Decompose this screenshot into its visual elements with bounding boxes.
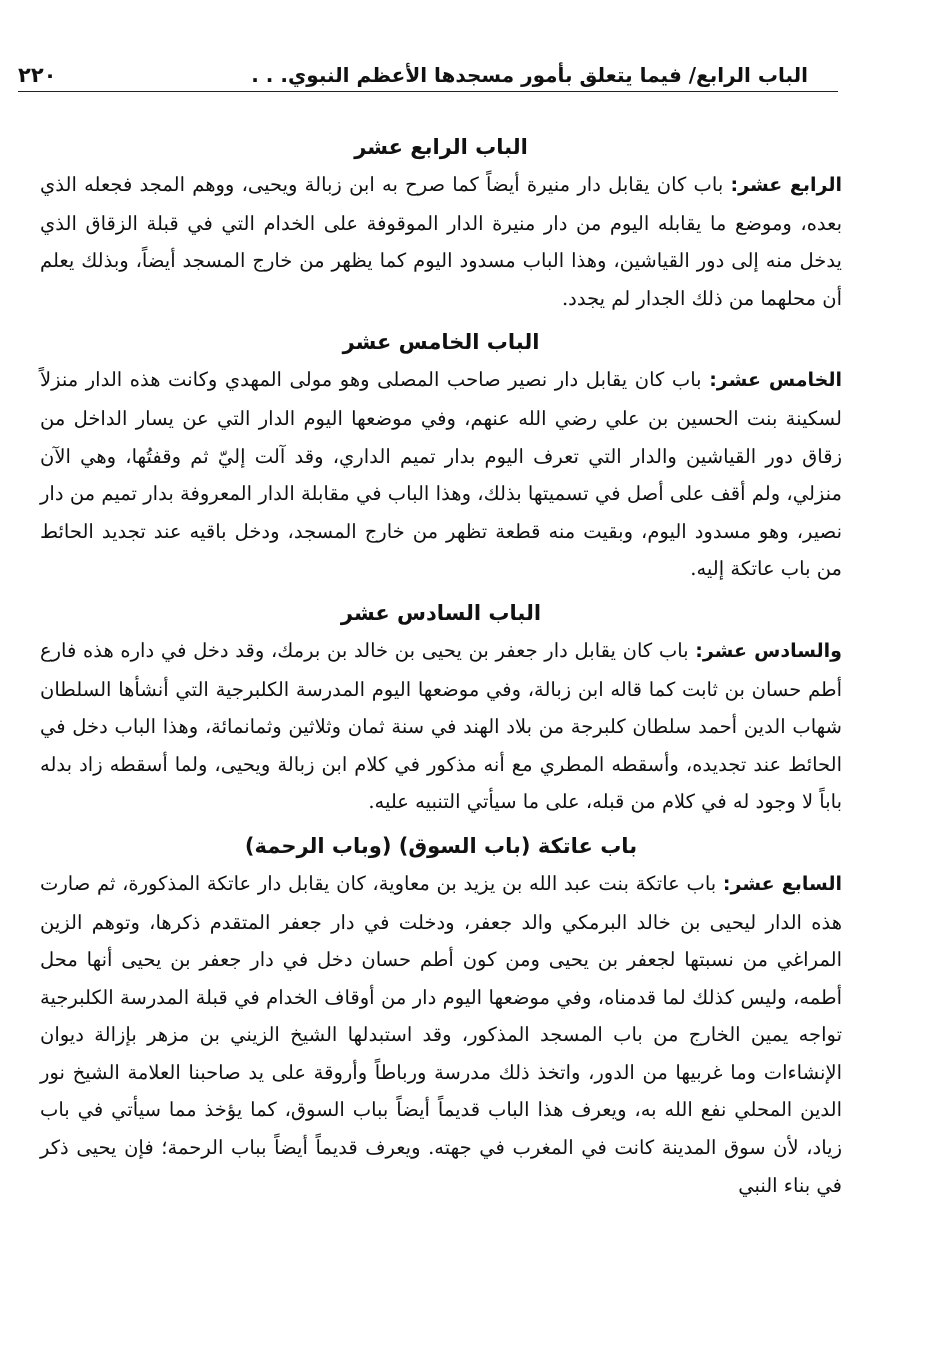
running-title: الباب الرابع/ فيما يتعلق بأمور مسجدها الأعظم النبوي. . . (251, 63, 808, 87)
section-paragraph (40, 632, 842, 821)
paragraph-text: باب كان يقابل دار منيرة أيضاً كما صرح به ابن زبالة ويحيى، ووهم المجد فجعله الذي بعده، وموضع ما يقابله اليوم من دار منيرة الدار الموقوفة على الخدام التي في قبلة الزقاق الذي يدخل منه إلى دور القياشين، وهذا الباب مسدود اليوم كما يظهر من خارج المسجد أيضاً، وبذلك يعلم أن محلهما من ذلك الجدار لم يجدد. (40, 173, 842, 310)
paragraph-text: باب عاتكة بنت عبد الله بن يزيد بن معاوية، كان يقابل دار عاتكة المذكورة، ثم صارت هذه الدار ليحيى بن خالد البرمكي والد جعفر، ودخلت في دار جعفر المتقدم ذكرها، وتوهم الزين المراغي من نسبتها لجعفر بن يحيى ومن كون أطم حسان دخل في دار جعفر بن يحيى أنها محل أطمه، وليس كذلك لما قدمناه، وفي موضعها اليوم دار من أوقاف الخدام في قبلة المدرسة الكلبرجية تواجه يمين الخارج من باب المسجد المذكور، وقد استبدلها الشيخ الزيني بن مزهر بإزالة ديوان الإنشاءات وما غربيها من الدور، واتخذ ذلك مدرسة ورباطاً وأروقة على يد صاحبنا العلامة الشيخ نور الدين المحلي نفع الله به، ويعرف هذا الباب قديماً أيضاً بباب السوق، كما يؤخذ مما سيأتي في باب زياد، لأن سوق المدينة كانت في المغرب في جهته. ويعرف قديماً أيضاً بباب الرحمة؛ فإن يحيى ذكر في بناء النبي (40, 871, 842, 1197)
running-header (18, 52, 838, 92)
section-title: الباب الرابع عشر (354, 135, 528, 159)
paragraph-lead: الخامس عشر: (709, 369, 842, 392)
page-body (40, 128, 842, 1204)
section-paragraph (40, 361, 842, 588)
paragraph-lead: والسادس عشر: (695, 639, 842, 662)
paragraph-lead: السابع عشر: (722, 872, 842, 895)
section-paragraph (40, 166, 842, 317)
paragraph-text: باب كان يقابل دار نصير صاحب المصلى وهو مولى المهدي وكانت هذه الدار منزلاً لسكينة بنت الحسين بن علي رضي الله عنهم، وفي موضعها اليوم الدار التي عن يسار الداخل من زقاق دور القياشين والدار التي تعرف اليوم بدار تميم الداري، وقد آلت إليّ ثم وقفتُها، وهي الآن منزلي، ولم أقف على أصل في تسميتها بذلك، وهذا الباب في مقابلة الدار المعروفة بدار تميم من دار نصير، وهو مسدود اليوم، وبقيت منه قطعة تظهر من خارج المسجد، ودخل باقيه عند تجديد الحائط من باب عاتكة إليه. (40, 368, 842, 581)
paragraph-lead: الرابع عشر: (730, 174, 843, 196)
section-title: الباب الخامس عشر (342, 330, 540, 355)
paragraph-text: باب كان يقابل دار جعفر بن يحيى بن خالد بن برمك، وقد دخل في داره هذه فارع أطم حسان بن ثابت كما قاله ابن زبالة، وفي موضعها اليوم المدرسة الكلبرجية التي أنشأها السلطان شهاب الدين أحمد سلطان كلبرجة من بلاد الهند في سنة ثمان وثلاثين وثمانمائة، وهذا الباب دخل في الحائط عند تجديده، وأسقطه المطري مع أنه مذكور في كلام ابن زبالة ويحيى، ولما أسقطه زاد بدله باباً لا وجود له في كلام من قبله، على ما سيأتي التنبيه عليه. (40, 638, 842, 814)
section-title: الباب السادس عشر (340, 600, 542, 625)
section-paragraph (40, 865, 842, 1204)
section-title: باب عاتكة (باب السوق) (وباب الرحمة) (244, 833, 638, 858)
page-number: ٢٢٠ (18, 63, 57, 87)
